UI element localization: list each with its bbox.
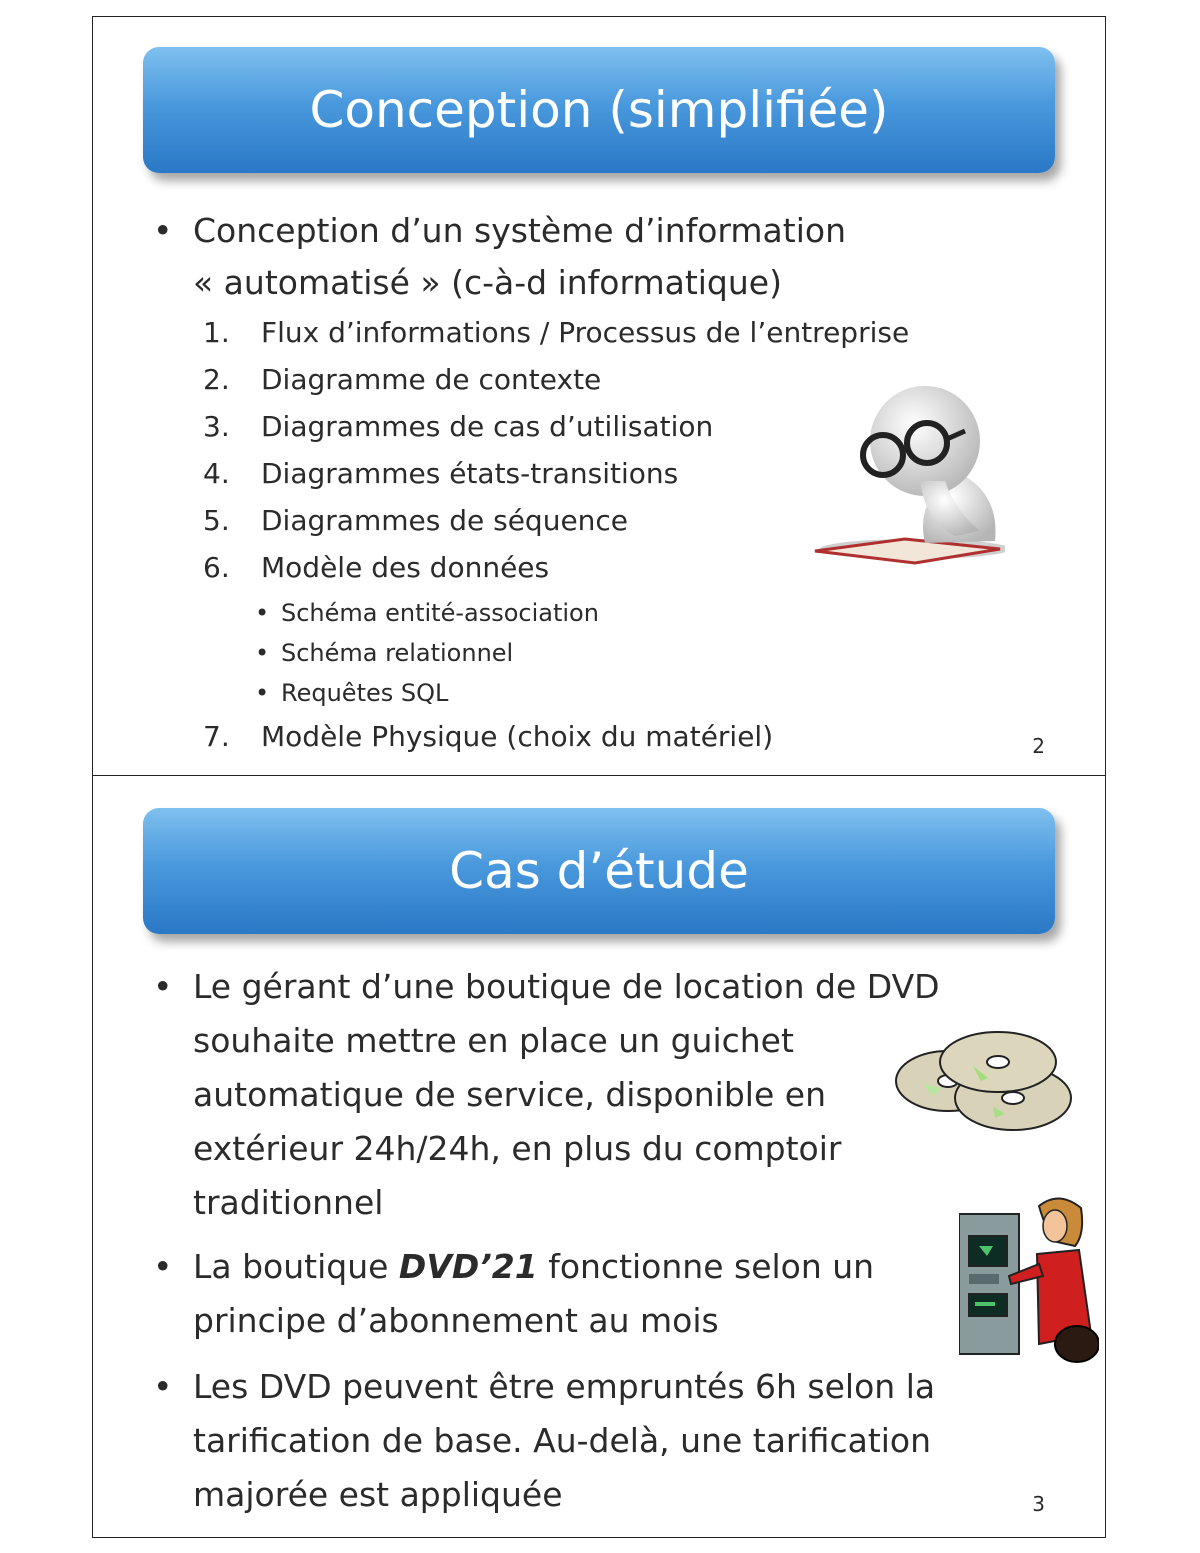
sub-item: • Requêtes SQL (255, 679, 449, 707)
slide-2 (92, 16, 1106, 776)
slide-title: Cas d’étude (143, 808, 1055, 934)
page-number: 2 (1032, 734, 1045, 758)
bullet-line: tarification de base. Au-delà, une tarification (193, 1421, 932, 1460)
bullet-line: majorée est appliquée (193, 1475, 563, 1514)
list-item: 5. Diagrammes de séquence (203, 504, 629, 537)
bullet-line: Conception d’un système d’information (193, 211, 846, 250)
bullet-line: La boutique DVD’21 fonctionne selon un (193, 1247, 875, 1286)
sub-item: • Schéma relationnel (255, 639, 514, 667)
slide-3 (92, 776, 1106, 1538)
bullet-line: principe d’abonnement au mois (193, 1301, 719, 1340)
bullet-icon: • (153, 967, 173, 1006)
list-item: 3. Diagrammes de cas d’utilisation (203, 410, 714, 443)
bullet-icon: • (153, 1367, 173, 1406)
bullet-line: Les DVD peuvent être empruntés 6h selon la (193, 1367, 936, 1406)
bullet-line: « automatisé » (c-à-d informatique) (193, 263, 782, 302)
list-item: 6. Modèle des données (203, 551, 550, 584)
bullet-icon: • (153, 211, 173, 250)
dvd-discs-icon (893, 1026, 1078, 1136)
bullet-line: souhaite mettre en place un guichet (193, 1021, 794, 1060)
bullet (153, 960, 940, 1230)
bullet-line: automatique de service, disponible en (193, 1075, 826, 1114)
atm-woman-icon (959, 1194, 1099, 1374)
slide-title: Conception (simplifiée) (143, 47, 1055, 173)
list-item: 4. Diagrammes états-transitions (203, 457, 679, 490)
bullet (153, 1360, 936, 1522)
thinking-reader-icon (805, 371, 1005, 571)
bullet-line: traditionnel (193, 1183, 384, 1222)
bullet-icon: • (153, 1247, 173, 1286)
list-item: 2. Diagramme de contexte (203, 363, 602, 396)
page-number: 3 (1032, 1492, 1045, 1516)
bullet-line: Le gérant d’une boutique de location de DVD (193, 967, 940, 1006)
bullet (153, 1240, 875, 1348)
bullet (153, 205, 846, 309)
list-item: 7. Modèle Physique (choix du matériel) (203, 720, 774, 753)
list-item: 1. Flux d’informations / Processus de l’entreprise (203, 316, 910, 349)
bullet-line: extérieur 24h/24h, en plus du comptoir (193, 1129, 842, 1168)
sub-item: • Schéma entité-association (255, 599, 599, 627)
